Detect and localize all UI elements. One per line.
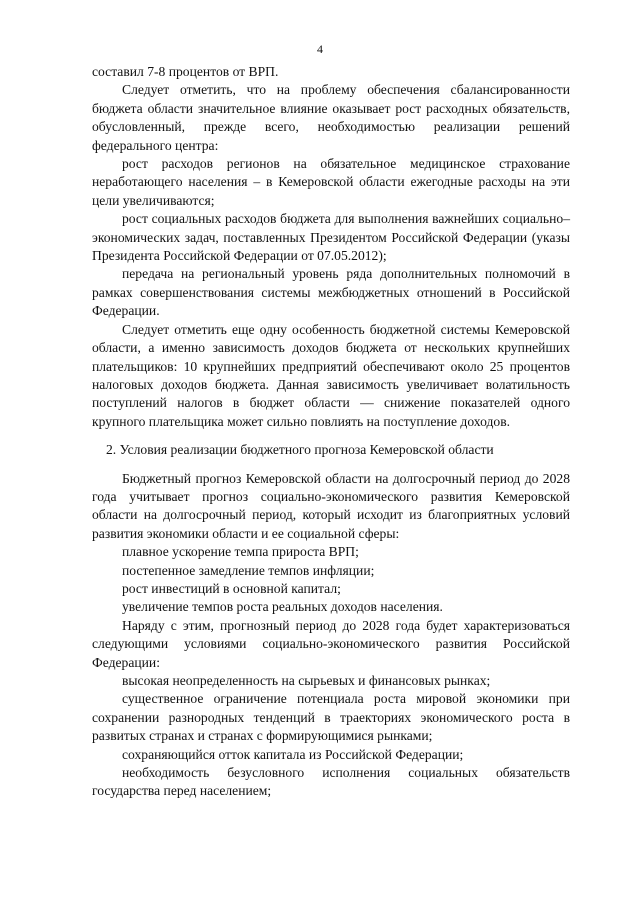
list-item: рост инвестиций в основной капитал;: [122, 580, 341, 596]
list-item: передача на региональный уровень ряда дополнительных полномочий в рамках совершенствования системы межбюджетных отношений в Российской Федерации.: [92, 266, 570, 319]
list-item: сохраняющийся отток капитала из Российской Федерации;: [122, 746, 464, 762]
list-item: увеличение темпов роста реальных доходов населения.: [122, 599, 443, 615]
paragraph: Следует отметить еще одну особенность бюджетной системы Кемеровской области, а именно зависимость доходов бюджета от нескольких крупнейших плательщиков: 10 крупнейших предприятий обеспечивают около 25 процентов налоговых доходов бюджета. Данная зависимость увеличивает волатильность поступлений налогов в бюджет области — снижение показателей одного крупного плательщика может сильно повлиять на поступление доходов.: [92, 321, 570, 429]
list-item: существенное ограничение потенциала роста мировой экономики при сохранении разнородных тенденций в траекториях экономического роста в развитых странах и странах с формирующимися рынками;: [92, 691, 570, 744]
list-item: высокая неопределенность на сырьевых и финансовых рынках;: [122, 673, 491, 688]
list-item: необходимость безусловного исполнения социальных обязательств государства перед населением;: [92, 765, 570, 799]
paragraph: Следует отметить, что на проблему обеспечения сбалансированности бюджета области значительное влияние оказывает рост расходных обязательств, обусловленный, прежде всего, необходимостью реализации решений федерального центра:: [92, 82, 570, 153]
paragraph: Наряду с этим, прогнозный период до 2028 года будет характеризоваться следующими условиями социально-экономического развития Российской Федерации:: [92, 617, 570, 670]
section-heading: 2. Условия реализации бюджетного прогноза Кемеровской области: [106, 442, 494, 458]
list-item: плавное ускорение темпа прироста ВРП;: [122, 544, 359, 560]
list-item: постепенное замедление темпов инфляции;: [122, 562, 375, 578]
paragraph: Бюджетный прогноз Кемеровской области на долгосрочный период до 2028 года учитывает прогноз социально-экономического развития Кемеровской области на долгосрочный период, который исходит из благоприятных условий развития экономики области и ее социальной сферы:: [92, 470, 570, 541]
list-item: рост расходов регионов на обязательное медицинское страхование неработающего населения – в Кемеровской области ежегодные расходы на эти цели увеличиваются;: [92, 156, 570, 208]
document-body: [92, 63, 570, 801]
list-item: рост социальных расходов бюджета для выполнения важнейших социально–экономических задач, поставленных Президентом Российской Федерации (указы Президента Российской Федерации от 07.05.2012);: [92, 211, 570, 264]
paragraph: составил 7-8 процентов от ВРП.: [92, 64, 279, 79]
page-number: 4: [317, 42, 323, 56]
